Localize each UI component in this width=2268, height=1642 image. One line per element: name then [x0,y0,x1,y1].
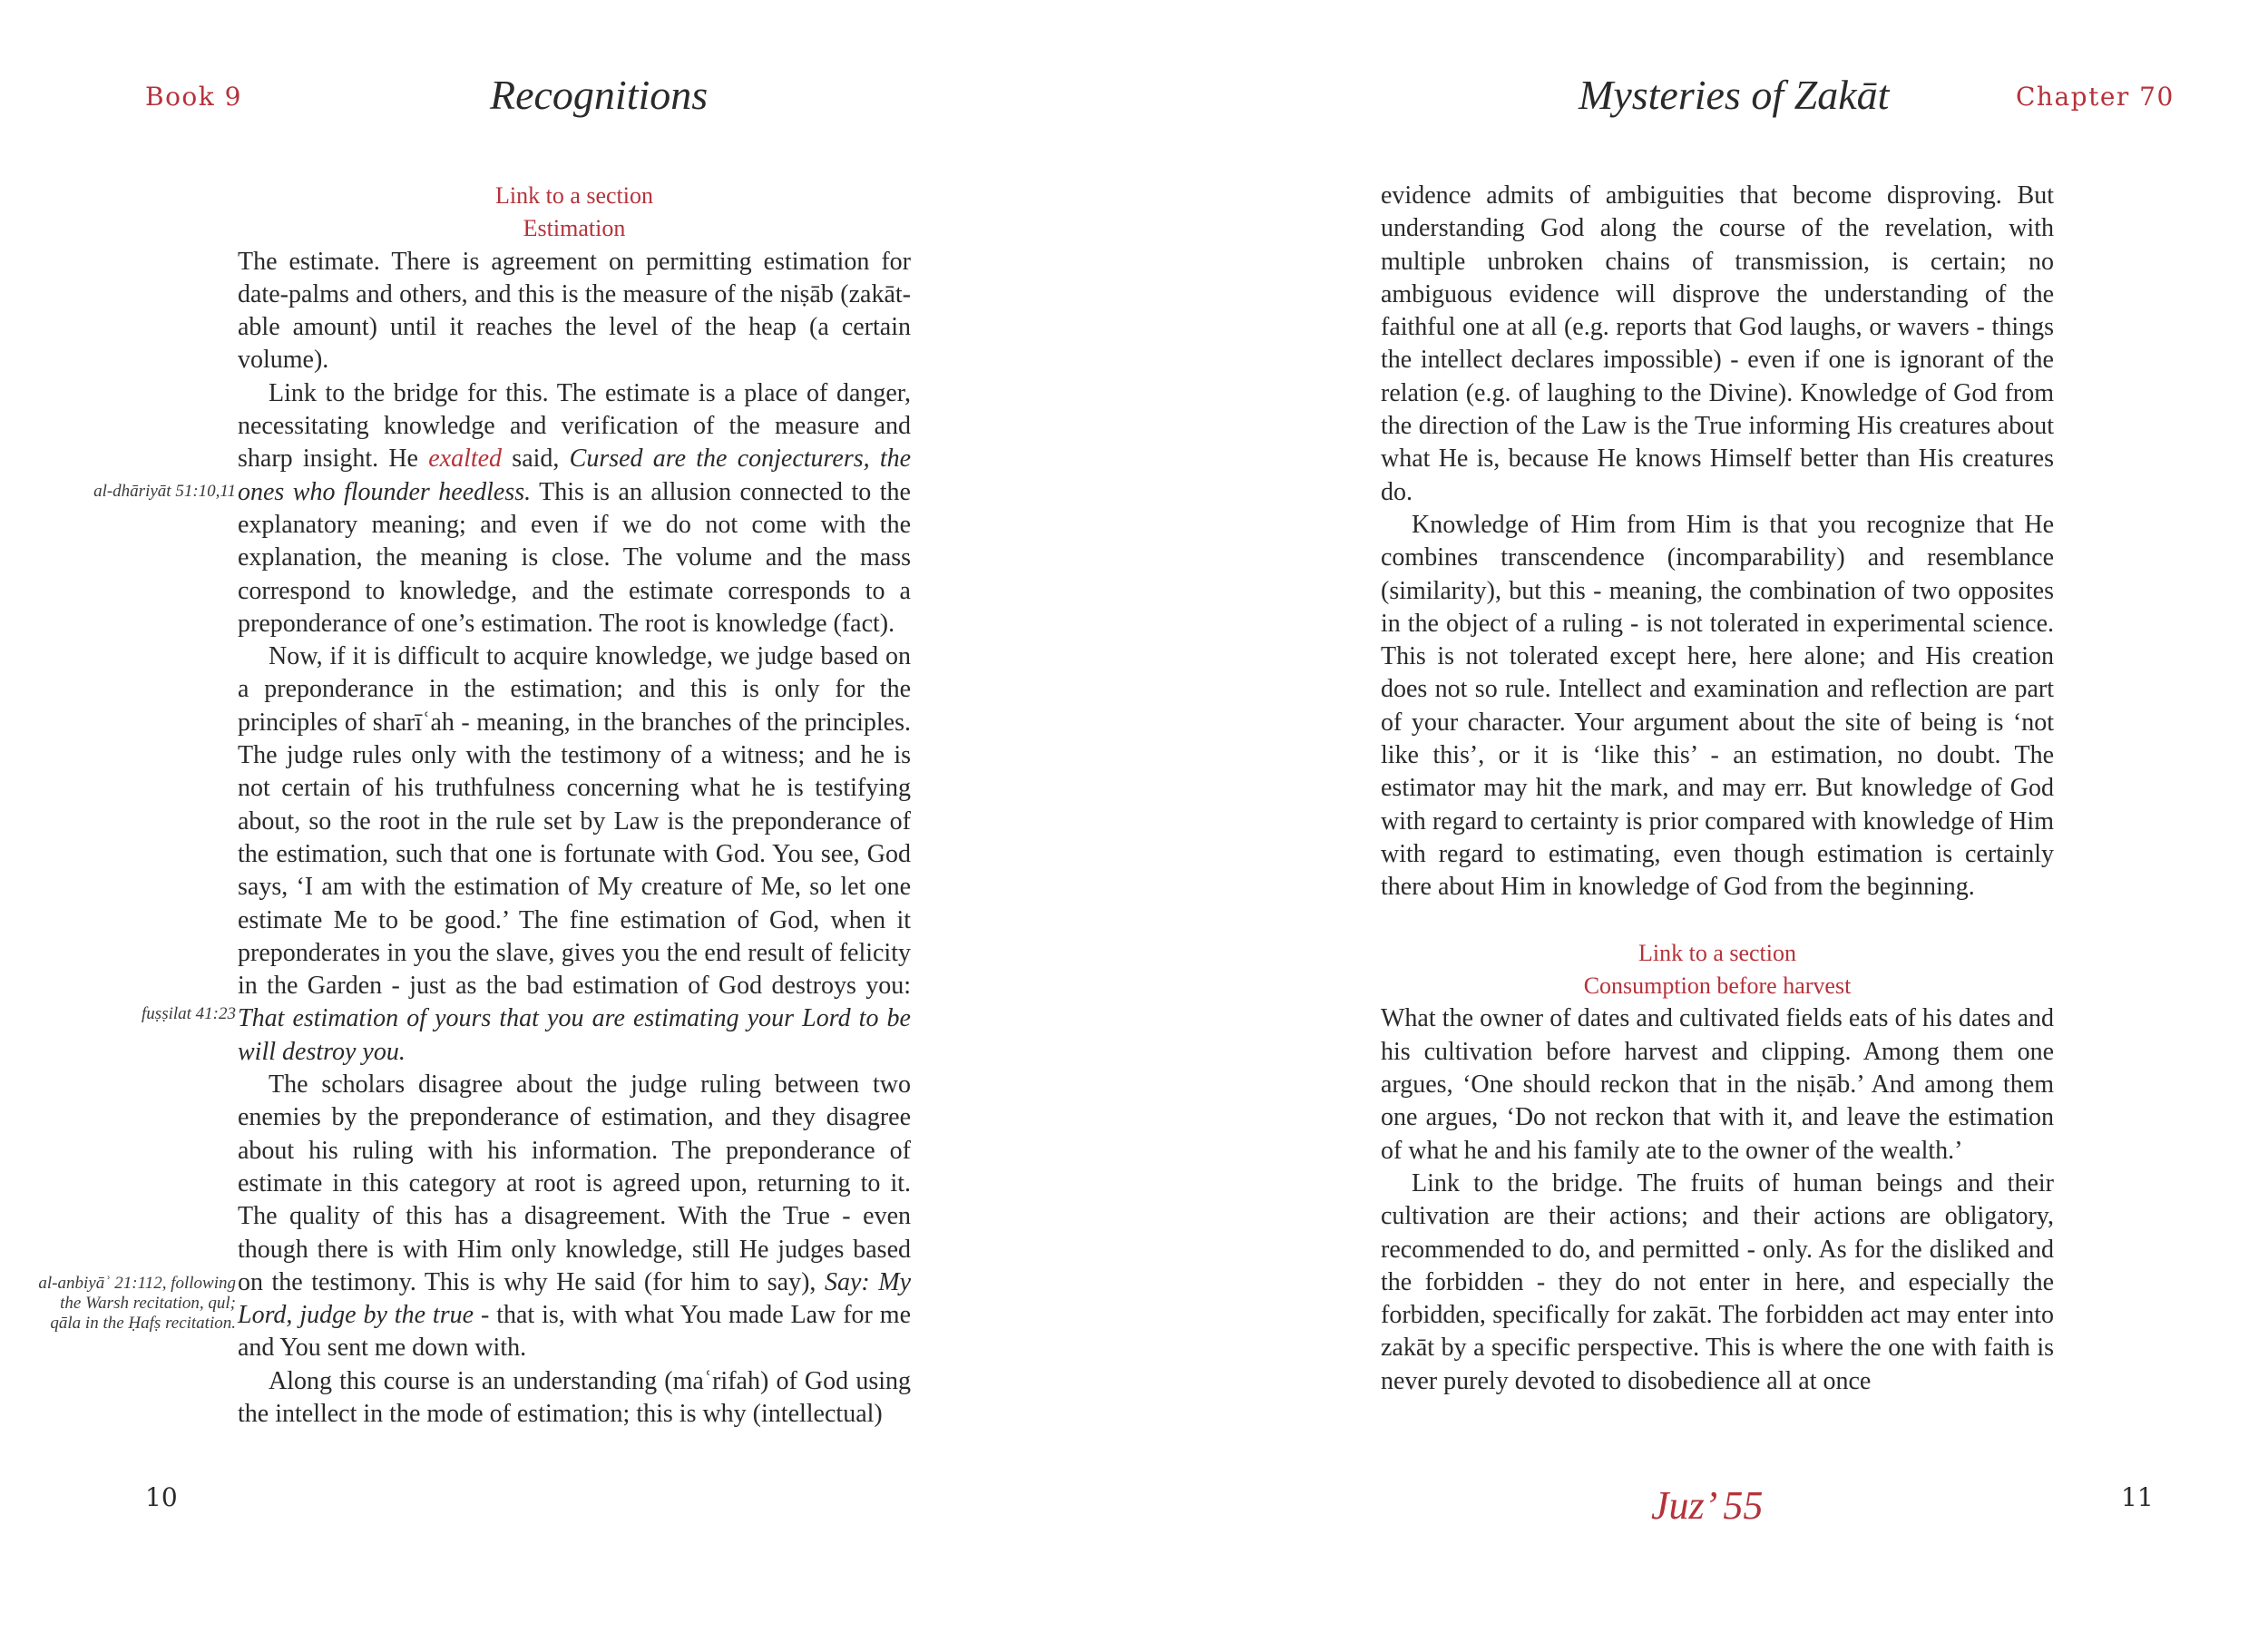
left-page-text [238,180,911,1431]
paragraph [238,1069,911,1365]
juz-footer: Juz’ 55 [1651,1483,1764,1528]
margin-note-citation: fuṣṣilat 41:23 [142,1004,236,1023]
paragraph: Link to the bridge. The fruits of human beings and their cultivation are their actions; and their actions are obligatory, recommended to do, and permitted - only. As for the disliked and the forbidden - they do not enter in here, and especially the forbidden, specifically for zakāt. The forbidden act may enter into zakāt by a specific perspective. This is where the one with faith is never purely devoted to disobedience all at once [1381,1168,2054,1395]
paragraph [238,640,911,1069]
spacer [1381,904,2054,937]
book-number: Book 9 [145,82,242,112]
right-running-title: Mysteries of Zakāt [1579,72,1890,118]
left-running-title: Recognitions [490,72,709,118]
section-title: Estimation [523,215,626,242]
paragraph: What the owner of dates and cultivated fields eats of his dates and his cultivation before harvest and clipping. Among them one argues, ‘One should reckon that in the niṣāb.’ And among them one argues, ‘Do not reckon that with it, and leave the estimation of what he and his family ate to the owner of the wealth.’ [1381,1004,2054,1165]
paragraph: evidence admits of ambiguities that become disproving. But understanding God along the course of the revelation, with multiple unbroken chains of transmission, is certain; no ambiguous evidence will disprove the understanding of the faithful one at all (e.g. reports that God laughs, or wavers - things the intellect declares impossible) - even if one is ignorant of the relation (e.g. of laughing to the Divine). Knowledge of God from the direction of the Law is the True informing His creatures about what He is, because He knows Himself better than His creatures do. [1381,181,2054,506]
paragraph [238,377,911,640]
right-page-text [1381,180,2054,1398]
text-run: This is an allusion connected to the explanatory meaning; and even if we do not come with the explanation, the meaning is close. The volume and the mass correspond to knowledge, and the estimate corresponds to a preponderance of one’s estimation. The root is knowledge (fact). [238,477,911,638]
text-run: The scholars disagree about the judge ruling between two enemies by the preponderance of estimation, and they disagree about his ruling with his information. The preponderance of estimate in this category at root is agreed upon, returning to it. The quality of this has a disagreement. With the True - even though there is with Him only knowledge, still He judges based on the testimony. This is why He said (for him to say), [238,1070,911,1296]
page-number-left: 10 [145,1482,178,1512]
text-run: Now, if it is difficult to acquire knowledge, we judge based on a preponderance in the estimation; and this is only for the principles of sharīʿah - meaning, in the branches of the principles. The judge rules only with the testimony of a witness; and he is not certain of his truthfulness concerning what he is testifying about, so the root in the rule set by Law is the preponderance of the estimation, such that one is fortunate with God. You see, God says, ‘I am with the estimation of My creature of Me, so let one estimate Me to be good.’ The fine estimation of God, when it preponderates in you the slave, gives you the end result of felicity in the Garden - just as the bad estimation of God destroys you: [238,642,911,1001]
section-link-label[interactable]: Link to a section [494,182,653,209]
text-run: - that is, with what You made Law for me and You sent me down with. [238,1301,911,1363]
section-title: Consumption before harvest [1583,972,1852,1000]
paragraph: The estimate. There is agreement on permitting estimation for date-palms and others, and this is the measure of the niṣāb (zakāt-able amount) until it reaches the level of the heap (a certain volume). [238,247,911,375]
margin-note-citation: al-dhāriyāt 51:10,11 [93,482,236,501]
paragraph: Knowledge of Him from Him is that you recognize that He combines transcendence (incomparability) and resemblance (similarity), but this - meaning, the combination of two opposites in the object of a ruling - is not tolerated in experimental science. This is not tolerated except here, here alone; and His creation does not so rule. Intellect and examination and reflection are part of your character. Your argument about the site of being is ‘not like this’, or it is ‘like this’ - an estimation, no doubt. The estimator may hit the mark, and may err. But knowledge of God with regard to certainty is prior compared with knowledge of Him with regard to estimating, even though estimation is certainly there about Him in knowledge of God from the beginning. [1381,510,2054,902]
text-run: Link to the bridge for this. The estimate is a place of danger, necessitating knowledge and verification of the measure and sharp insight. He [238,378,911,474]
margin-note-citation: al-anbiyāʾ 21:112, following the Warsh recitation, qul; qāla in the Ḥafṣ recitation. [38,1274,236,1333]
paragraph: Along this course is an understanding (maʿrifah) of God using the intellect in the mode of estimation; this is why (intellectual) [238,1366,911,1428]
honorific: exalted [428,445,503,474]
quran-quote: Say: My Lord, judge by the true [238,1267,911,1330]
page-number-right: 11 [2121,1482,2154,1512]
text-run: said, [512,445,560,474]
section-link-label[interactable]: Link to a section [1637,939,1796,966]
quran-quote: That estimation of yours that you are estimating your Lord to be will destroy you. [238,1004,911,1066]
quran-quote: Cursed are the conjecturers, the ones who flounder heedless. [238,445,912,506]
chapter-number: Chapter 70 [2016,82,2175,112]
